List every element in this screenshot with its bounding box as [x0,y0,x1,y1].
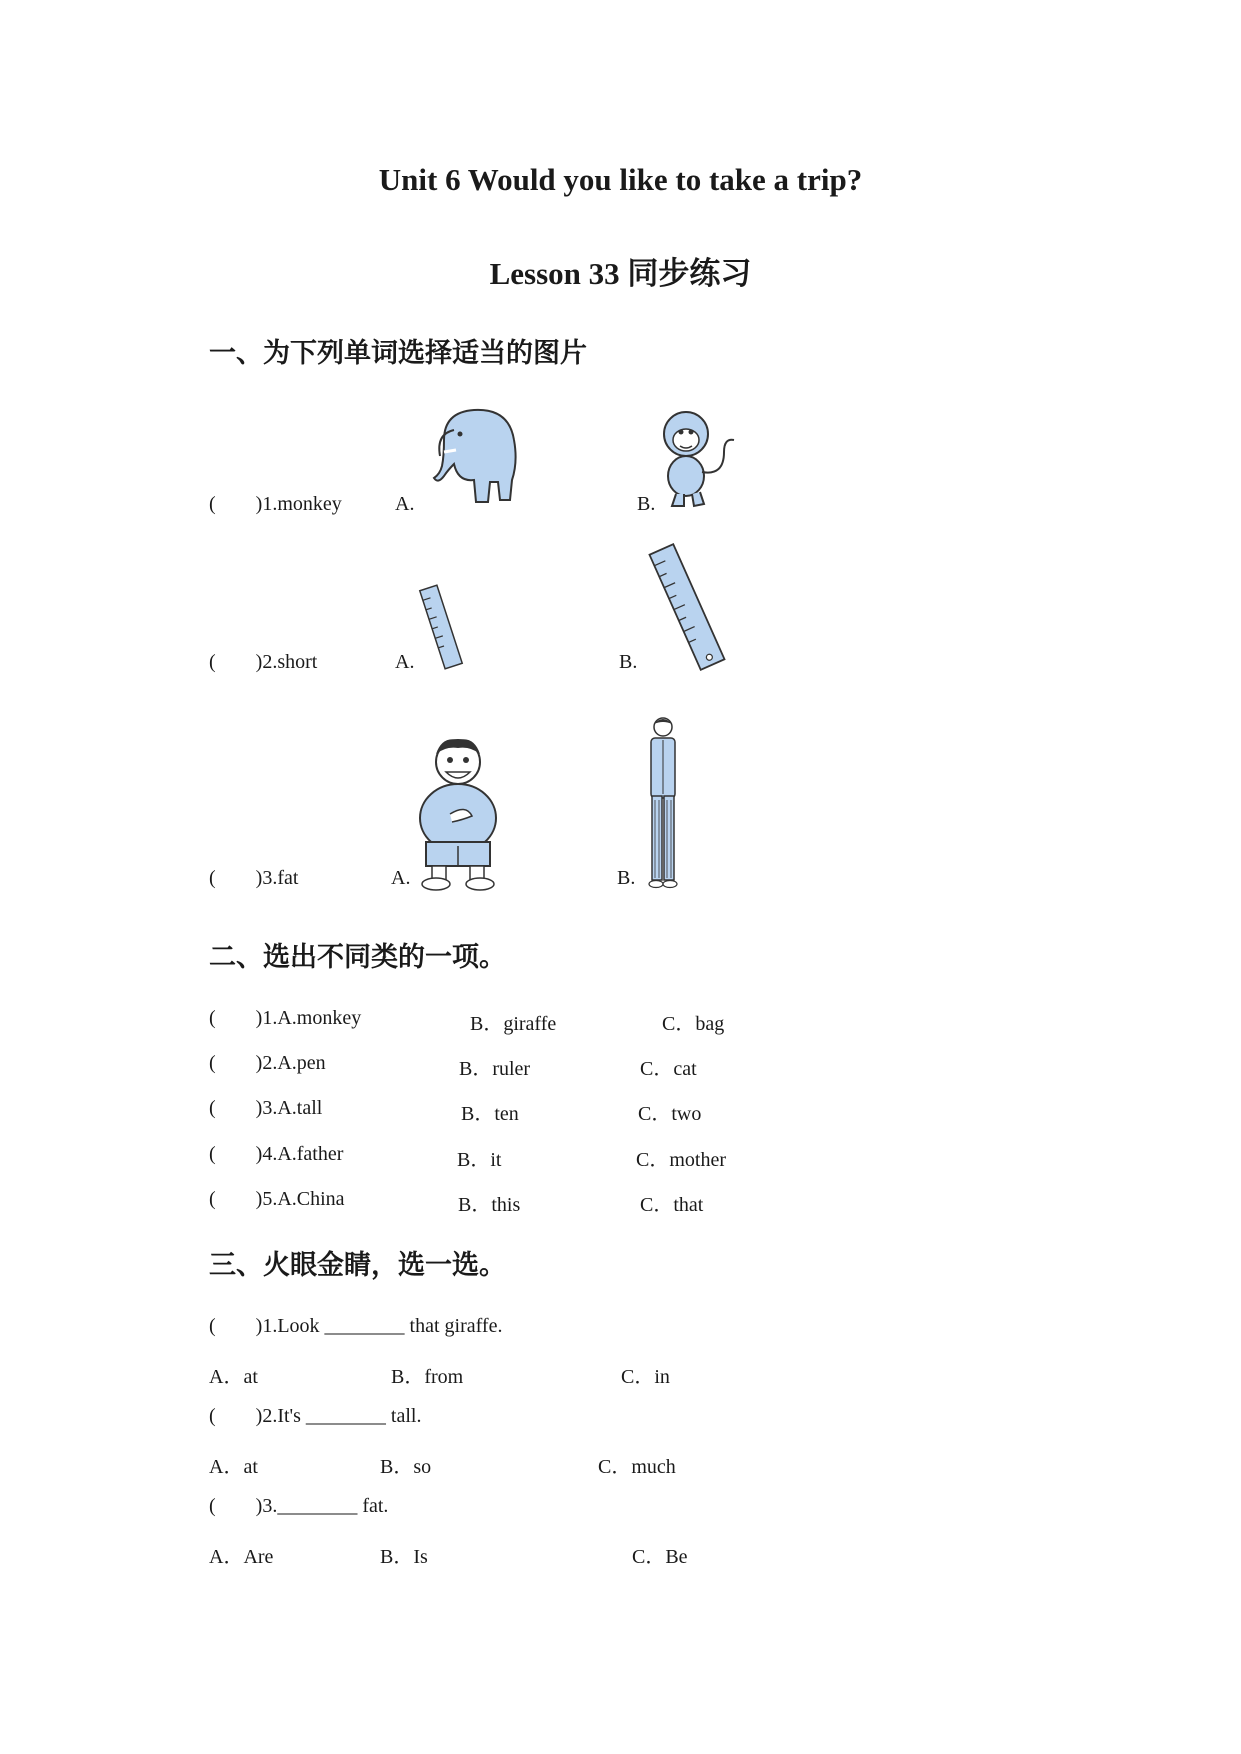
s2-option-c-2: C．cat [640,1058,697,1080]
s3-option-a-1: A．at [209,1366,258,1388]
s2-question-1: ( )1.A.monkey [209,1007,362,1029]
s1-question-1: ( )1.monkey [209,493,342,515]
tall-man-picture [640,714,686,890]
fat-boy-picture [408,734,508,892]
s3-question-3: ( )3.________ fat. [209,1495,389,1517]
short-ruler-picture [414,582,474,672]
s2-question-2: ( )2.A.pen [209,1052,326,1074]
monkey-picture [652,402,740,512]
s1-question-3: ( )3.fat [209,867,299,889]
s2-question-4: ( )4.A.father [209,1143,344,1165]
s1-question-2: ( )2.short [209,651,318,673]
page-subtitle: Lesson 33 同步练习 [489,256,752,291]
s2-option-b-1: B．giraffe [470,1013,557,1035]
s2-option-b-4: B．it [457,1149,502,1171]
s2-option-c-3: C．two [638,1103,702,1125]
s3-option-c-3: C．Be [632,1546,688,1568]
page-title: Unit 6 Would you like to take a trip? [378,162,863,197]
s3-option-b-3: B．Is [380,1546,428,1568]
s2-question-5: ( )5.A.China [209,1188,345,1210]
s1-option-a-3: A. [391,867,411,889]
s2-option-b-5: B．this [458,1194,521,1216]
s2-question-3: ( )3.A.tall [209,1097,323,1119]
long-ruler-picture [636,540,732,674]
s3-question-2: ( )2.It's ________ tall. [209,1405,422,1427]
s3-option-a-2: A．at [209,1456,258,1478]
s2-option-b-2: B．ruler [459,1058,531,1080]
elephant-picture [414,400,526,512]
s1-option-b-2: B. [619,651,638,673]
s3-option-b-2: B．so [380,1456,432,1478]
s2-option-c-1: C．bag [662,1013,725,1035]
s2-option-c-4: C．mother [636,1149,726,1171]
section3-heading: 三、火眼金睛，选一选。 [209,1250,506,1281]
s3-option-c-1: C．in [621,1366,670,1388]
s1-option-a-1: A. [395,493,415,515]
s2-option-c-5: C．that [640,1194,704,1216]
s3-option-b-1: B．from [391,1366,464,1388]
section2-heading: 二、选出不同类的一项。 [209,942,506,973]
s3-option-a-3: A．Are [209,1546,274,1568]
s2-option-b-3: B．ten [461,1103,519,1125]
s3-option-c-2: C．much [598,1456,676,1478]
s1-option-a-2: A. [395,651,415,673]
section1-heading: 一、为下列单词选择适当的图片 [209,338,587,369]
s1-option-b-3: B. [617,867,636,889]
s1-option-b-1: B. [637,493,656,515]
s3-question-1: ( )1.Look ________ that giraffe. [209,1315,503,1337]
